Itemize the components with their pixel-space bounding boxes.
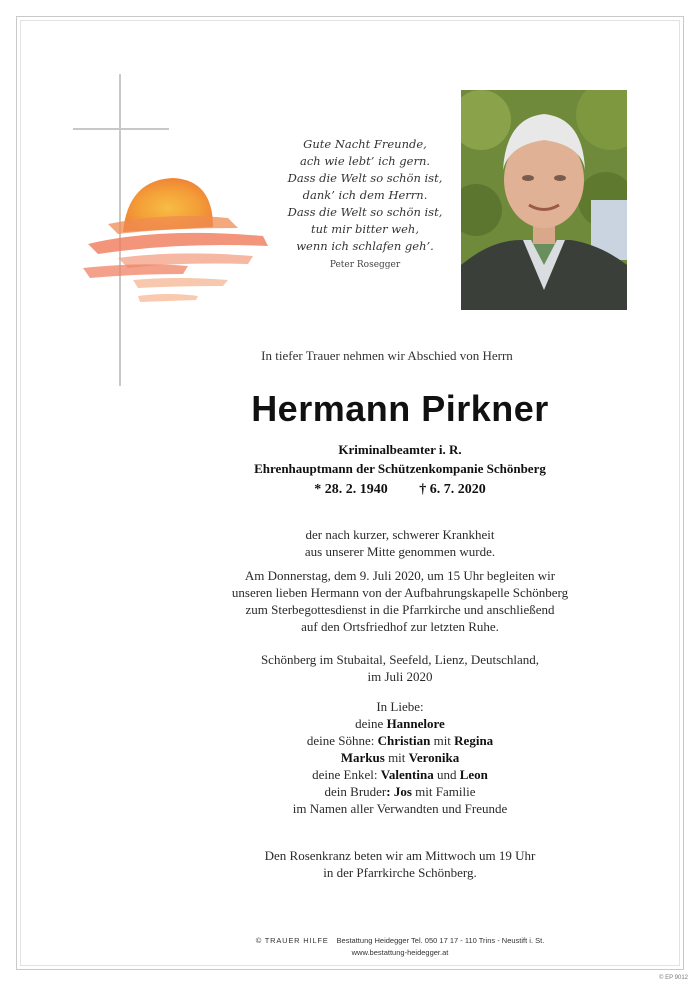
poem-line: tut mir bitter weh, <box>311 222 419 236</box>
portrait-photo <box>461 90 627 310</box>
deceased-honorary-title: Ehrenhauptmann der Schützenkompanie Schönberg <box>254 461 546 476</box>
footer-line <box>200 935 600 947</box>
poem-line: Dass die Welt so schön ist, <box>287 171 443 185</box>
footer-info: Bestattung Heidegger Tel. 050 17 17 - 110 Trins - Neustift i. St. <box>336 936 545 945</box>
deceased-name: Hermann Pirkner <box>251 388 549 429</box>
birth-date: * 28. 2. 1940 <box>314 482 388 497</box>
deceased-title: Kriminalbeamter i. R. <box>338 442 462 457</box>
trauer-hilfe-logo: © TRAUER HILFE <box>255 936 329 945</box>
poem-line: Gute Nacht Freunde, <box>303 137 427 151</box>
poem-author: Peter Rosegger <box>329 260 401 270</box>
life-dates <box>200 482 600 498</box>
footer-web[interactable]: www.bestattung-heidegger.at <box>351 948 449 957</box>
sunset-watercolor-icon <box>78 172 278 312</box>
poem-line: Dass die Welt so schön ist, <box>287 205 443 219</box>
poem <box>265 136 465 274</box>
text-line: Den Rosenkranz beten wir am Mittwoch um 19 Uhr <box>264 848 536 863</box>
funeral-text <box>200 567 600 635</box>
poem-line: ach wie lebt’ ich gern. <box>299 154 431 168</box>
wife-name: Hannelore <box>386 716 445 731</box>
text-line: zum Sterbegottesdienst in die Pfarrkirche und anschließend <box>245 602 555 617</box>
text-line: Am Donnerstag, dem 9. Juli 2020, um 15 Uhr begleiten wir <box>244 568 556 583</box>
text-line: auf den Ortsfriedhof zur letzten Ruhe. <box>301 619 499 634</box>
text-line: in der Pfarrkirche Schönberg. <box>323 865 477 880</box>
footer <box>200 935 600 959</box>
family-list <box>200 698 600 817</box>
family-line: deine Söhne: Christian mit Regina <box>306 733 494 748</box>
poem-line: dank’ ich dem Herrn. <box>302 188 428 202</box>
cross-icon-horizontal <box>73 128 169 130</box>
print-code: © EP 9012 <box>659 975 688 981</box>
poem-line: wenn ich schlafen geh’. <box>296 239 434 253</box>
family-line: Markus mit Veronika <box>340 750 460 765</box>
text-line: aus unserer Mitte genommen wurde. <box>304 544 496 559</box>
family-line: deine Enkel: Valentina und Leon <box>312 767 488 782</box>
text-line: Schönberg im Stubaital, Seefeld, Lienz, Deutschland, <box>260 652 540 667</box>
family-closing: im Namen aller Verwandten und Freunde <box>292 801 508 816</box>
text-line: unseren lieben Hermann von der Aufbahrungskapelle Schönberg <box>231 585 569 600</box>
family-line: deine Hannelore <box>355 716 445 731</box>
passing-text <box>200 526 600 560</box>
intro-text: In tiefer Trauer nehmen wir Abschied von Herrn <box>261 348 513 363</box>
family-line: dein Bruder: Jos mit Familie <box>324 784 476 799</box>
family-heading: In Liebe: <box>376 699 424 714</box>
death-date: † 6. 7. 2020 <box>419 482 486 497</box>
places-text <box>200 651 600 685</box>
text-line: im Juli 2020 <box>367 669 433 684</box>
text-line: der nach kurzer, schwerer Krankheit <box>305 527 495 542</box>
rosary-text <box>200 847 600 881</box>
